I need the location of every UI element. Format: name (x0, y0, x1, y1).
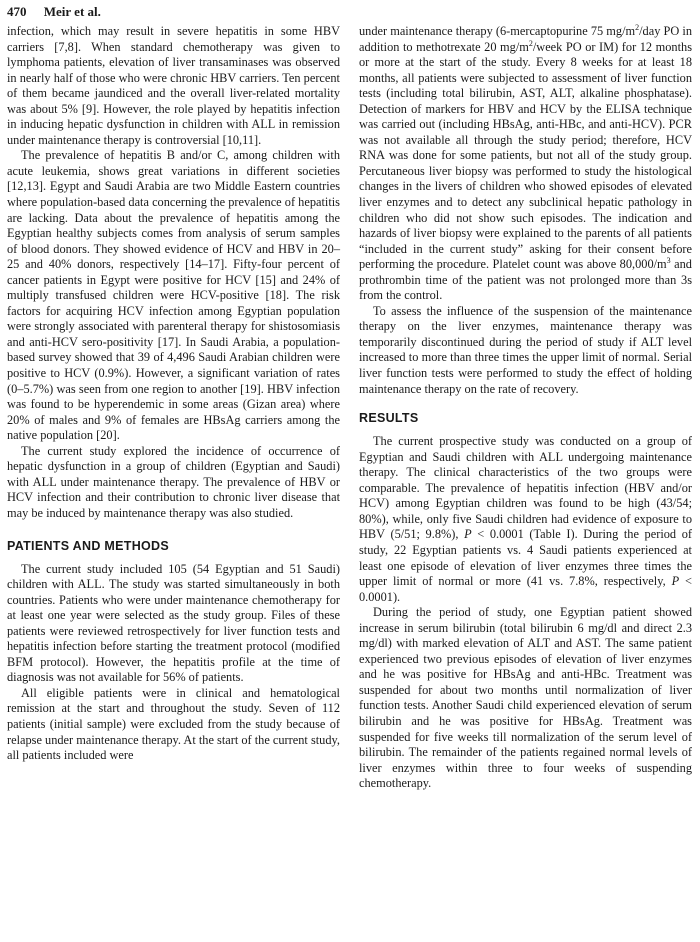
text-run: The current prospective study was conducted on a group of Egyptian and Saudi children with ALL undergoing maintenance therapy. The clinical characteristics of the two groups were comparable. The prevalence of hepatitis infection (HBV and/or HCV) among Egyptian children was found to be high (43/54; 80%), while, only five Saudi children had evidence of exposure to HBV (5/51; 9.8%), (359, 434, 692, 542)
paragraph: The current study included 105 (54 Egyptian and 51 Saudi) children with ALL. The study was started simultaneously in both countries. Patients who were under maintenance chemotherapy for at least one year were selected as the study group. Files of these patients were reviewed retrospectively for liver function tests and hepatitis infection before starting the treatment protocol (modified BFM protocol). However, the hepatitis profile at the time of diagnosis was not available for 56% of patients. (7, 561, 340, 685)
paragraph (359, 434, 692, 605)
left-column (7, 24, 340, 764)
right-column (359, 24, 692, 792)
paragraph: The current study explored the incidence of occurrence of hepatic dysfunction in a group of children (Egyptian and Saudi) with ALL under maintenance therapy. The prevalence of HBV or HCV infection and their contribution to chronic liver disease that may be induced by maintenance therapy was also studied. (7, 443, 340, 520)
superscript: 2 (528, 38, 533, 48)
text-run: < 0.0001). (359, 574, 692, 604)
page-number: 470 (7, 4, 27, 19)
superscript: 2 (635, 22, 640, 32)
p-value-symbol: P (671, 574, 680, 589)
paragraph (359, 24, 692, 304)
section-heading-methods: PATIENTS AND METHODS (7, 538, 170, 553)
text-run: /week PO or IM) for 12 months or more at the start of the study. Every 8 weeks for at least 18 months, all patients were subjected to assessment of liver function tests (including total bilirubin, AST, ALT, alkaline phosphatase). Detection of markers for HBV and HCV by the ELISA technique was carried out (including HBsAg, anti-HBc, and anti-HCV). PCR was not available all through the study period; therefore, HCV RNA was done for some patients, but not all of the study group. Percutaneous liver biopsy was performed to study the histological changes in the livers of children who showed episodes of elevated liver enzymes and to detect any subclinical hepatic pathology in children who did not show such episodes. The indication and hazards of liver biopsy were explained to the parents of all patients “included in the current study” asking for their consent before performing the procedure. Platelet count was above 80,000/m (359, 39, 692, 272)
text-run: < 0.0001 (Table I). During the period of study, 22 Egyptian patients vs. 4 Saudi patients experienced at least one episode of elevation of liver enzymes three times the upper limit of normal or more (41 vs. 7.8%, respectively, (359, 527, 692, 589)
running-header (7, 2, 693, 22)
p-value-symbol: P (464, 527, 472, 542)
text-run: under maintenance therapy (6-mercaptopurine 75 mg/m (359, 24, 636, 38)
paragraph: All eligible patients were in clinical and hematological remission at the start and throughout the study. Seven of 112 patients (initial sample) were excluded from the study because of relapse under maintenance therapy. At the start of the current study, all patients included were (7, 685, 340, 763)
paragraph: The prevalence of hepatitis B and/or C, among children with acute leukemia, shows great variations in different societies [12,13]. Egypt and Saudi Arabia are two Middle Eastern countries where population-based data concerning the prevalence of hepatitis are lacking. Data about the prevalence of hepatitis among the Egyptian healthy subjects comes from analysis of serum samples of blood donors. They showed evidence of HCV and HBV in 20–25 and 40% donors, respectively [14–17]. Fifty-four percent of cancer patients in Egypt were positive for HCV [15] and 24% of multiply transfused children were HCV-positive [18]. The risk factors for acquiring HCV infection among Egyptian population were strongly associated with parenteral therapy for shistosomiasis and anti-HCV sero-positivity [17]. In Saudi Arabia, a population-based survey showed that 39 of 4,496 Saudi Arabian children were positive to HCV (0.9%). However, a significant variation of rates (0–5.7%) was seen from one region to another [19]. HBV infection was found to be hyperendemic in some areas (Gizan area) where 20% of males and 9% of females are HBsAg carriers among the native population [20]. (7, 148, 340, 443)
text-run: and prothrombin time of the patient was not prolonged more than 3s from the control. (359, 257, 692, 303)
superscript: 3 (666, 256, 671, 266)
section-heading-results: RESULTS (359, 411, 419, 426)
paragraph: infection, which may result in severe hepatitis in some HBV carriers [7,8]. When standard chemotherapy was given to lymphoma patients, elevation of liver transaminases was observed in nearly half of those who were chronic HBV carriers. Ten percent of them became jaundiced and the overall liver-related mortality was about 5% [9]. However, the role played by hepatitis infection in inducing hepatic dysfunction in children with ALL in remission under maintenance therapy is controversial [10,11]. (7, 24, 340, 147)
running-title: Meir et al. (43, 4, 101, 19)
text-run: /day PO in addition to methotrexate 20 mg/m (359, 24, 692, 54)
paragraph: During the period of study, one Egyptian patient showed increase in serum bilirubin (total bilirubin 6 mg/dl and direct 2.3 mg/dl) with marked elevation of ALT and AST. The same patient experienced two previous episodes of elevation of liver enzymes and he was positive for HBsAg and anti-HBc. Treatment was suspended for about two months until normalization of liver function tests. Another Saudi child experienced elevation of serum bilirubin and he was positive for HBsAg. Treatment was suspended for five weeks till normalization of the serum level of bilirubin. The remainder of the patients regained normal levels of liver enzymes within three to four weeks of suspending chemotherapy. (359, 605, 692, 791)
paragraph: To assess the influence of the suspension of the maintenance therapy on the liver enzymes, maintenance therapy was temporarily discontinued during the period of study if ALT level increased to more than three times the upper limit of normal. Serial liver function tests were performed to study the effect of holding maintenance therapy on the rate of recovery. (359, 303, 692, 396)
